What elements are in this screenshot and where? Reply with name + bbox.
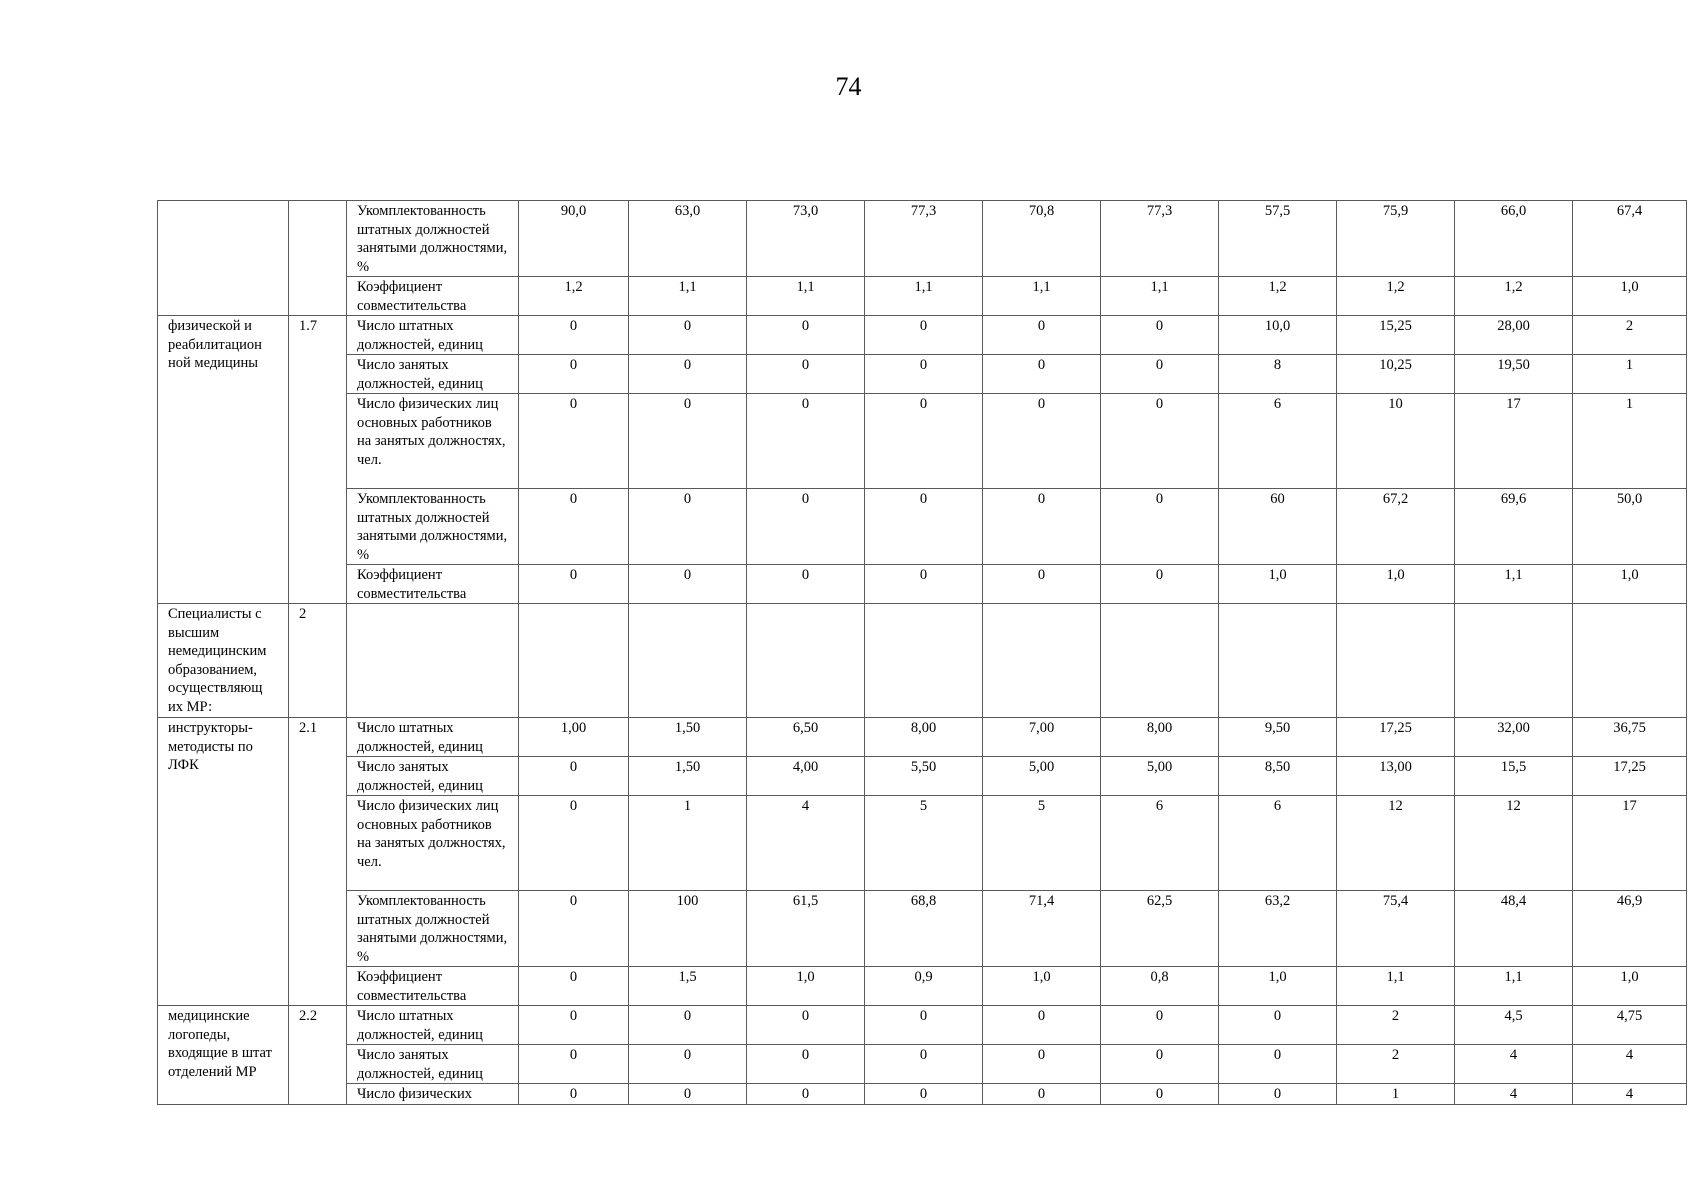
value-cell: 73,0: [747, 201, 865, 277]
value-cell: 71,4: [983, 891, 1101, 967]
indicator-label: Коэффициент совместительства: [347, 565, 519, 604]
value-cell: 4: [1573, 1045, 1687, 1084]
value-cell: 0: [747, 1084, 865, 1105]
value-cell: 1: [1337, 1084, 1455, 1105]
value-cell: 1,5: [629, 967, 747, 1006]
value-cell: 1,1: [1337, 967, 1455, 1006]
value-cell: [629, 604, 747, 718]
value-cell: 1: [629, 796, 747, 891]
value-cell: 61,5: [747, 891, 865, 967]
value-cell: 0: [747, 394, 865, 489]
value-cell: 5,50: [865, 757, 983, 796]
staffing-table: [157, 200, 1687, 1105]
value-cell: 68,8: [865, 891, 983, 967]
value-cell: 10,0: [1219, 316, 1337, 355]
value-cell: 2: [1573, 316, 1687, 355]
value-cell: 5: [983, 796, 1101, 891]
value-cell: 10: [1337, 394, 1455, 489]
value-cell: [519, 604, 629, 718]
table-row: [158, 355, 1687, 394]
indicator-label: [347, 604, 519, 718]
value-cell: [983, 604, 1101, 718]
value-cell: 32,00: [1455, 718, 1573, 757]
value-cell: 0: [629, 394, 747, 489]
value-cell: 57,5: [1219, 201, 1337, 277]
value-cell: 8,00: [865, 718, 983, 757]
value-cell: 48,4: [1455, 891, 1573, 967]
value-cell: 0,9: [865, 967, 983, 1006]
value-cell: 0: [519, 489, 629, 565]
value-cell: 1,1: [983, 277, 1101, 316]
value-cell: 0: [747, 1006, 865, 1045]
table-row: [158, 1006, 1687, 1045]
value-cell: 0: [1101, 355, 1219, 394]
code-cell: 2.2: [289, 1006, 347, 1105]
category-cell: физической и реабилитацион ной медицины: [158, 316, 289, 604]
value-cell: 8,50: [1219, 757, 1337, 796]
value-cell: 0: [519, 1045, 629, 1084]
value-cell: 0: [983, 1006, 1101, 1045]
value-cell: 0: [629, 1006, 747, 1045]
value-cell: 0: [747, 1045, 865, 1084]
value-cell: 0: [747, 355, 865, 394]
value-cell: 2: [1337, 1006, 1455, 1045]
value-cell: [1219, 604, 1337, 718]
value-cell: 0: [747, 565, 865, 604]
value-cell: 4,00: [747, 757, 865, 796]
value-cell: 1,1: [1101, 277, 1219, 316]
value-cell: 17,25: [1337, 718, 1455, 757]
value-cell: 0: [865, 355, 983, 394]
indicator-label: Число занятых должностей, единиц: [347, 757, 519, 796]
value-cell: 1,1: [1455, 565, 1573, 604]
value-cell: 0: [629, 565, 747, 604]
table-row: [158, 201, 1687, 277]
value-cell: 0: [983, 316, 1101, 355]
value-cell: 0: [519, 1006, 629, 1045]
value-cell: [1455, 604, 1573, 718]
value-cell: 0: [519, 565, 629, 604]
value-cell: 0: [983, 565, 1101, 604]
value-cell: [1337, 604, 1455, 718]
value-cell: 0: [747, 316, 865, 355]
page-number: 74: [835, 72, 862, 101]
indicator-label: Коэффициент совместительства: [347, 967, 519, 1006]
value-cell: 4,5: [1455, 1006, 1573, 1045]
value-cell: 6,50: [747, 718, 865, 757]
value-cell: 4,75: [1573, 1006, 1687, 1045]
value-cell: 0: [519, 1084, 629, 1105]
value-cell: [1101, 604, 1219, 718]
value-cell: 75,4: [1337, 891, 1455, 967]
value-cell: 70,8: [983, 201, 1101, 277]
value-cell: 0: [519, 394, 629, 489]
value-cell: 17: [1573, 796, 1687, 891]
value-cell: 46,9: [1573, 891, 1687, 967]
value-cell: 0: [865, 1084, 983, 1105]
value-cell: 5,00: [1101, 757, 1219, 796]
value-cell: 17,25: [1573, 757, 1687, 796]
value-cell: 0: [1101, 489, 1219, 565]
value-cell: [865, 604, 983, 718]
code-cell: 2.1: [289, 718, 347, 1006]
indicator-label: Укомплектованность штатных должностей занятыми должностями, %: [347, 201, 519, 277]
value-cell: 12: [1337, 796, 1455, 891]
value-cell: 1,0: [1219, 565, 1337, 604]
category-cell: медицинские логопеды, входящие в штат отделений МР: [158, 1006, 289, 1105]
value-cell: 1: [1573, 394, 1687, 489]
table-row: [158, 718, 1687, 757]
value-cell: 1,2: [1337, 277, 1455, 316]
indicator-label: Число занятых должностей, единиц: [347, 355, 519, 394]
value-cell: 1,1: [1455, 967, 1573, 1006]
value-cell: 1,0: [983, 967, 1101, 1006]
value-cell: 0: [1219, 1006, 1337, 1045]
value-cell: 1,0: [1573, 565, 1687, 604]
value-cell: 2: [1337, 1045, 1455, 1084]
value-cell: 0: [519, 967, 629, 1006]
value-cell: 0: [865, 565, 983, 604]
value-cell: 50,0: [1573, 489, 1687, 565]
value-cell: 0: [519, 757, 629, 796]
value-cell: 66,0: [1455, 201, 1573, 277]
value-cell: 0: [983, 355, 1101, 394]
value-cell: 1,2: [1219, 277, 1337, 316]
value-cell: 0: [629, 489, 747, 565]
value-cell: 60: [1219, 489, 1337, 565]
category-cell: Специалисты с высшим немедицинским образованием, осуществляющ их МР:: [158, 604, 289, 718]
value-cell: 0,8: [1101, 967, 1219, 1006]
value-cell: 0: [1219, 1045, 1337, 1084]
value-cell: 6: [1219, 796, 1337, 891]
value-cell: 1,2: [519, 277, 629, 316]
value-cell: [1573, 604, 1687, 718]
value-cell: 0: [519, 316, 629, 355]
value-cell: 1,0: [1337, 565, 1455, 604]
indicator-label: Укомплектованность штатных должностей занятыми должностями, %: [347, 891, 519, 967]
table-row: [158, 316, 1687, 355]
category-cell: [158, 201, 289, 316]
value-cell: 12: [1455, 796, 1573, 891]
code-cell: 2: [289, 604, 347, 718]
value-cell: 17: [1455, 394, 1573, 489]
table-row: [158, 277, 1687, 316]
indicator-label: Число штатных должностей, единиц: [347, 316, 519, 355]
code-cell: 1.7: [289, 316, 347, 604]
value-cell: 0: [629, 316, 747, 355]
value-cell: 0: [1101, 394, 1219, 489]
value-cell: 8: [1219, 355, 1337, 394]
value-cell: 4: [1573, 1084, 1687, 1105]
value-cell: 9,50: [1219, 718, 1337, 757]
value-cell: 28,00: [1455, 316, 1573, 355]
value-cell: 67,2: [1337, 489, 1455, 565]
value-cell: 63,2: [1219, 891, 1337, 967]
indicator-label: Укомплектованность штатных должностей занятыми должностями, %: [347, 489, 519, 565]
value-cell: 0: [865, 394, 983, 489]
value-cell: 1,1: [629, 277, 747, 316]
value-cell: 1: [1573, 355, 1687, 394]
value-cell: 1,1: [865, 277, 983, 316]
value-cell: 75,9: [1337, 201, 1455, 277]
value-cell: 0: [629, 355, 747, 394]
value-cell: 1,0: [747, 967, 865, 1006]
value-cell: 0: [629, 1084, 747, 1105]
value-cell: 4: [1455, 1084, 1573, 1105]
value-cell: 0: [865, 489, 983, 565]
indicator-label: Число штатных должностей, единиц: [347, 718, 519, 757]
value-cell: 77,3: [865, 201, 983, 277]
value-cell: 4: [1455, 1045, 1573, 1084]
table-row: [158, 891, 1687, 967]
value-cell: 1,0: [1573, 277, 1687, 316]
table-row: [158, 967, 1687, 1006]
category-cell: инструкторы-методисты по ЛФК: [158, 718, 289, 1006]
value-cell: 0: [1101, 565, 1219, 604]
value-cell: 0: [1101, 1006, 1219, 1045]
value-cell: 0: [1101, 1084, 1219, 1105]
value-cell: 1,50: [629, 718, 747, 757]
value-cell: 15,5: [1455, 757, 1573, 796]
value-cell: 1,1: [747, 277, 865, 316]
value-cell: 0: [519, 796, 629, 891]
value-cell: 0: [983, 394, 1101, 489]
value-cell: 8,00: [1101, 718, 1219, 757]
table-row: [158, 757, 1687, 796]
value-cell: 0: [747, 489, 865, 565]
value-cell: 0: [983, 1045, 1101, 1084]
value-cell: 0: [519, 891, 629, 967]
value-cell: 5: [865, 796, 983, 891]
table-row: [158, 604, 1687, 718]
value-cell: 6: [1219, 394, 1337, 489]
indicator-label: Число физических лиц основных работников на занятых должностях, чел.: [347, 796, 519, 891]
value-cell: 0: [1101, 316, 1219, 355]
value-cell: 6: [1101, 796, 1219, 891]
value-cell: 1,0: [1219, 967, 1337, 1006]
table-row: [158, 489, 1687, 565]
value-cell: 0: [519, 355, 629, 394]
table-row: [158, 394, 1687, 489]
value-cell: 0: [865, 1045, 983, 1084]
table-row: [158, 796, 1687, 891]
value-cell: 69,6: [1455, 489, 1573, 565]
indicator-label: Коэффициент совместительства: [347, 277, 519, 316]
indicator-label: Число штатных должностей, единиц: [347, 1006, 519, 1045]
value-cell: 77,3: [1101, 201, 1219, 277]
value-cell: 1,2: [1455, 277, 1573, 316]
value-cell: 15,25: [1337, 316, 1455, 355]
value-cell: 0: [983, 489, 1101, 565]
value-cell: 4: [747, 796, 865, 891]
indicator-label: Число физических: [347, 1084, 519, 1105]
value-cell: 1,00: [519, 718, 629, 757]
value-cell: 5,00: [983, 757, 1101, 796]
value-cell: 100: [629, 891, 747, 967]
indicator-label: Число занятых должностей, единиц: [347, 1045, 519, 1084]
value-cell: 36,75: [1573, 718, 1687, 757]
value-cell: 0: [865, 1006, 983, 1045]
table-row: [158, 565, 1687, 604]
value-cell: [747, 604, 865, 718]
table-row: [158, 1045, 1687, 1084]
value-cell: 0: [1101, 1045, 1219, 1084]
value-cell: 13,00: [1337, 757, 1455, 796]
table-row: [158, 1084, 1687, 1105]
value-cell: 10,25: [1337, 355, 1455, 394]
value-cell: 0: [1219, 1084, 1337, 1105]
value-cell: 62,5: [1101, 891, 1219, 967]
value-cell: 0: [865, 316, 983, 355]
value-cell: 0: [983, 1084, 1101, 1105]
value-cell: 0: [629, 1045, 747, 1084]
value-cell: 67,4: [1573, 201, 1687, 277]
indicator-label: Число физических лиц основных работников на занятых должностях, чел.: [347, 394, 519, 489]
value-cell: 19,50: [1455, 355, 1573, 394]
value-cell: 1,50: [629, 757, 747, 796]
value-cell: 7,00: [983, 718, 1101, 757]
code-cell: [289, 201, 347, 316]
value-cell: 90,0: [519, 201, 629, 277]
value-cell: 63,0: [629, 201, 747, 277]
value-cell: 1,0: [1573, 967, 1687, 1006]
